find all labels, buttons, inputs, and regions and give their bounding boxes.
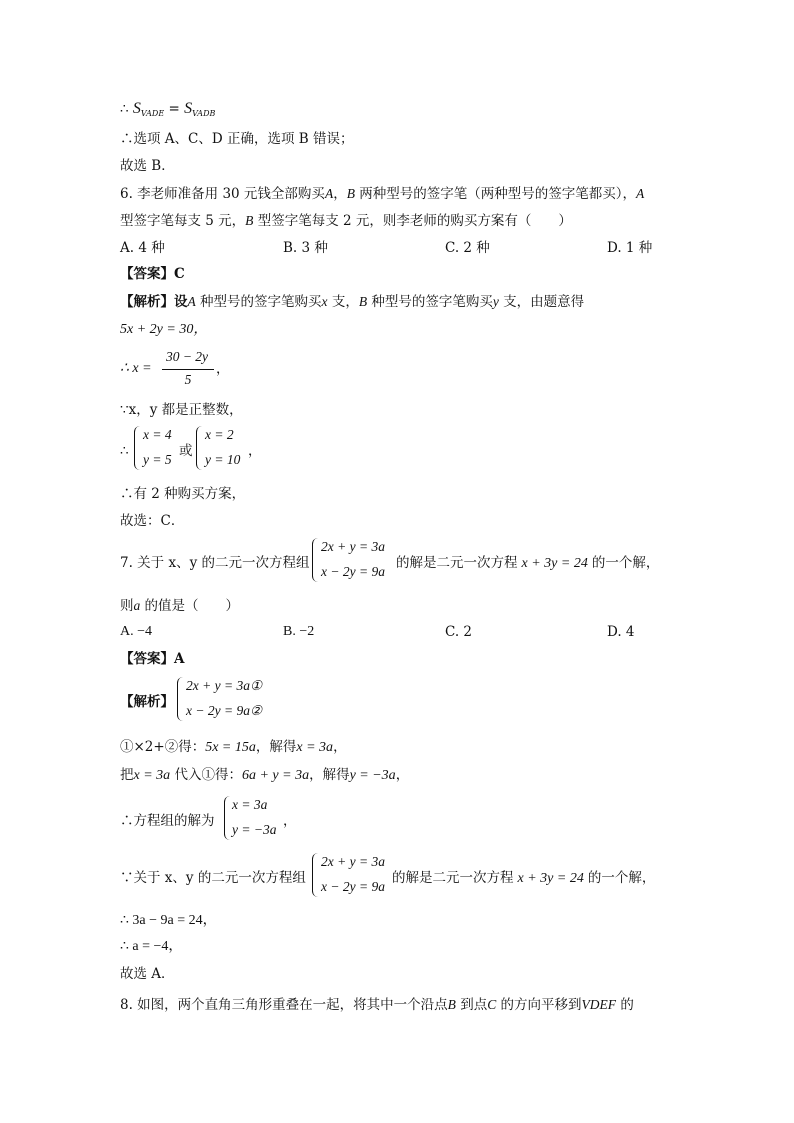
- q6-fraction-suffix: ，: [216, 361, 230, 377]
- q7-stem-part2: 的解是二元一次方程 x + 3y = 24 的一个解，: [396, 555, 660, 571]
- q7-option-c: C. 2: [445, 624, 473, 640]
- q7-stem-part1: 7. 关于 x、y 的二元一次方程组: [120, 555, 310, 571]
- q6-system-prefix: ∴: [120, 443, 129, 459]
- q7-stem-line2: 则a 的值是（ ）: [120, 598, 240, 614]
- q6-option-d: D. 1 种: [607, 240, 653, 256]
- q6-system2-brace: [196, 426, 203, 470]
- q6-system2-row1: x = 2: [205, 427, 234, 442]
- q6-or: 或: [179, 443, 193, 459]
- options-judgement-line: ∴选项 A、C、D 正确，选项 B 错误；: [120, 131, 354, 147]
- q7-system-brace: [312, 538, 319, 582]
- q7-analysis-label: 【解析】: [120, 694, 174, 710]
- q6-answer: 【答案】C: [120, 266, 185, 282]
- q6-stem-line1: 6. 李老师准备用 30 元钱全部购买A，B 两种型号的签字笔（两种型号的签字笔都买），A: [120, 186, 645, 202]
- q7-because-row2: x − 2y = 9a: [321, 879, 385, 894]
- q7-choose: 故选 A．: [120, 966, 175, 982]
- q7-solution-suffix: ，: [283, 813, 297, 829]
- q7-step2: 把x = 3a 代入①得：6a + y = 3a，解得y = −3a，: [120, 767, 410, 783]
- q6-stem-line2: 型签字笔每支 5 元，B 型签字笔每支 2 元，则李老师的购买方案有（ ）: [120, 213, 572, 229]
- q7-solution-row2: y = −3a: [232, 822, 277, 837]
- q8-stem-line1: 8. 如图，两个直角三角形重叠在一起，将其中一个沿点B 到点C 的方向平移到VDEF 的: [120, 997, 634, 1013]
- q6-fraction-bar: [162, 369, 214, 370]
- q7-system-row1: 2x + y = 3a: [321, 539, 385, 554]
- q6-option-c: C. 2 种: [445, 240, 490, 256]
- area-equality-line: ∴ $S_{VADE} = S_{VADB}$: [120, 100, 216, 118]
- q7-analysis-row1: 2x + y = 3a①: [186, 678, 263, 693]
- q6-system1-row2: y = 5: [143, 452, 172, 467]
- q6-choose: 故选：C．: [120, 513, 185, 529]
- q6-system2-row2: y = 10: [205, 452, 241, 467]
- q7-equation-b: ∴ a = −4，: [120, 939, 183, 954]
- q7-option-a: A. −4: [120, 624, 153, 639]
- q7-solution-row1: x = 3a: [232, 797, 268, 812]
- q6-fraction-numerator: 30 − 2y: [165, 349, 209, 364]
- q7-because-part1: ∵关于 x、y 的二元一次方程组: [120, 870, 306, 886]
- q7-because-part2: 的解是二元一次方程 x + 3y = 24 的一个解，: [392, 870, 656, 886]
- q7-step1: ①×2+②得：5x = 15a，解得x = 3a，: [120, 739, 347, 755]
- q6-analysis-line: 【解析】设A 种型号的签字笔购买x 支，B 种型号的签字笔购买y 支，由题意得: [120, 294, 585, 310]
- q6-fraction-prefix: ∴ x =: [120, 361, 152, 376]
- q7-analysis-brace: [177, 677, 184, 721]
- q6-system-suffix: ，: [248, 443, 262, 459]
- q6-system1-brace: [134, 426, 141, 470]
- q7-system-row2: x − 2y = 9a: [321, 564, 385, 579]
- q7-analysis-row2: x − 2y = 9a②: [186, 703, 263, 718]
- q7-solution-brace: [224, 796, 231, 840]
- q7-option-d: D. 4: [607, 624, 635, 640]
- q7-because-brace: [312, 853, 319, 897]
- q6-integer-condition: ∵x，y 都是正整数，: [120, 402, 243, 418]
- q6-equation: 5x + 2y = 30，: [120, 322, 208, 337]
- q6-option-a: A. 4 种: [120, 240, 165, 256]
- q7-because-row1: 2x + y = 3a: [321, 854, 385, 869]
- choose-line: 故选 B．: [120, 158, 175, 174]
- q7-equation-a: ∴ 3a − 9a = 24，: [120, 913, 217, 928]
- q7-answer: 【答案】A: [120, 651, 185, 667]
- q6-fraction-denominator: 5: [184, 372, 192, 387]
- q7-option-b: B. −2: [283, 624, 315, 639]
- q6-option-b: B. 3 种: [283, 240, 328, 256]
- q6-system1-row1: x = 4: [143, 427, 172, 442]
- q6-conclusion: ∴有 2 种购买方案，: [120, 486, 246, 502]
- q7-solution-prefix: ∴方程组的解为: [120, 813, 215, 829]
